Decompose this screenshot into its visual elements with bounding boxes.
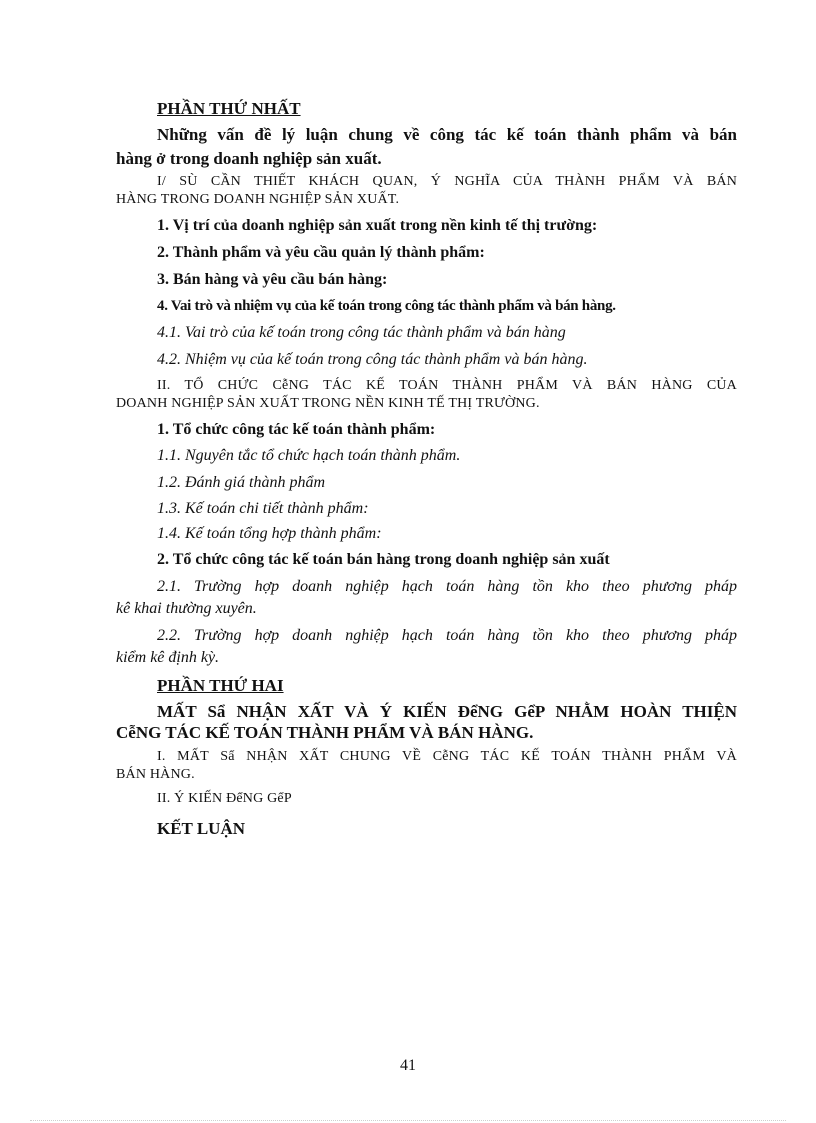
part1-s2-item-1-3: 1.3. Kế toán chi tiết thành phẩm:	[157, 500, 369, 517]
part1-item-4-2: 4.2. Nhiệm vụ của kế toán trong công tác thành phẩm và bán hàng.	[157, 351, 588, 368]
part1-title-line2: hàng ở trong doanh nghiệp sản xuất.	[116, 149, 382, 168]
part1-s2-item-1-1: 1.1. Nguyên tắc tổ chức hạch toán thành phẩm.	[157, 447, 461, 464]
part1-section1-line2: HÀNG TRONG DOANH NGHIỆP SẢN XUẤT.	[116, 192, 400, 207]
part1-s2-item-2-1-line1: 2.1. Trường hợp doanh nghiệp hạch toán hàng tồn kho theo phương pháp	[157, 578, 737, 595]
part1-section2-line1: II. TỔ CHỨC CễNG TÁC KẾ TOÁN THÀNH PHẨM VÀ BÁN HÀNG CỦA	[157, 378, 737, 393]
part1-title-line1: Những vấn đề lý luận chung về công tác kế toán thành phẩm và bán	[157, 125, 737, 144]
page-number: 41	[400, 1057, 416, 1074]
part1-s2-item-1-4: 1.4. Kế toán tổng hợp thành phẩm:	[157, 525, 382, 542]
part2-section1-line2: BÁN HÀNG.	[116, 767, 195, 782]
part1-item-2: 2. Thành phẩm và yêu cầu quản lý thành phẩm:	[157, 244, 485, 261]
part1-s2-item-1-2: 1.2. Đánh giá thành phẩm	[157, 474, 325, 491]
part1-item-4: 4. Vai trò và nhiệm vụ của kế toán trong công tác thành phẩm và bán hàng.	[157, 298, 616, 314]
part1-s2-item-1: 1. Tổ chức công tác kế toán thành phẩm:	[157, 421, 436, 438]
part1-section2-line2: DOANH NGHIỆP SẢN XUẤT TRONG NỀN KINH TẾ THỊ TRƯỜNG.	[116, 396, 540, 411]
conclusion-heading: KẾT LUẬN	[157, 819, 246, 838]
part1-item-3: 3. Bán hàng và yêu cầu bán hàng:	[157, 271, 388, 288]
part2-title-line1: MẤT Sẩ NHẬN XẤT VÀ Ý KIẾN ĐểNG GểP NHẰM HOÀN THIỆN	[157, 702, 737, 721]
part2-title-line2: CễNG TÁC KẾ TOÁN THÀNH PHẨM VÀ BÁN HÀNG.	[116, 723, 534, 742]
part1-section1-line1: I/ SÙ CẦN THIẾT KHÁCH QUAN, Ý NGHĨA CỦA THÀNH PHẨM VÀ BÁN	[157, 174, 737, 189]
part1-heading: PHẦN THỨ NHẤT	[157, 99, 301, 118]
part1-s2-item-2: 2. Tổ chức công tác kế toán bán hàng trong doanh nghiệp sản xuất	[157, 551, 610, 568]
part1-s2-item-2-2-line1: 2.2. Trường hợp doanh nghiệp hạch toán hàng tồn kho theo phương pháp	[157, 627, 737, 644]
part1-item-1: 1. Vị trí của doanh nghiệp sản xuất trong nền kinh tế thị trường:	[157, 217, 598, 234]
page-bottom-divider	[30, 1120, 786, 1121]
part1-s2-item-2-1-line2: kê khai thường xuyên.	[116, 600, 257, 617]
part2-heading: PHẦN THỨ HAI	[157, 676, 284, 695]
part1-item-4-1: 4.1. Vai trò của kế toán trong công tác thành phẩm và bán hàng	[157, 324, 566, 341]
part2-section2: II. Ý KIẾN ĐểNG GểP	[157, 791, 292, 806]
part2-section1-line1: I. MẤT Sẩ NHẬN XẤT CHUNG VỀ CễNG TÁC KẾ TOÁN THÀNH PHẨM VÀ	[157, 749, 737, 764]
part1-s2-item-2-2-line2: kiểm kê định kỳ.	[116, 649, 220, 666]
